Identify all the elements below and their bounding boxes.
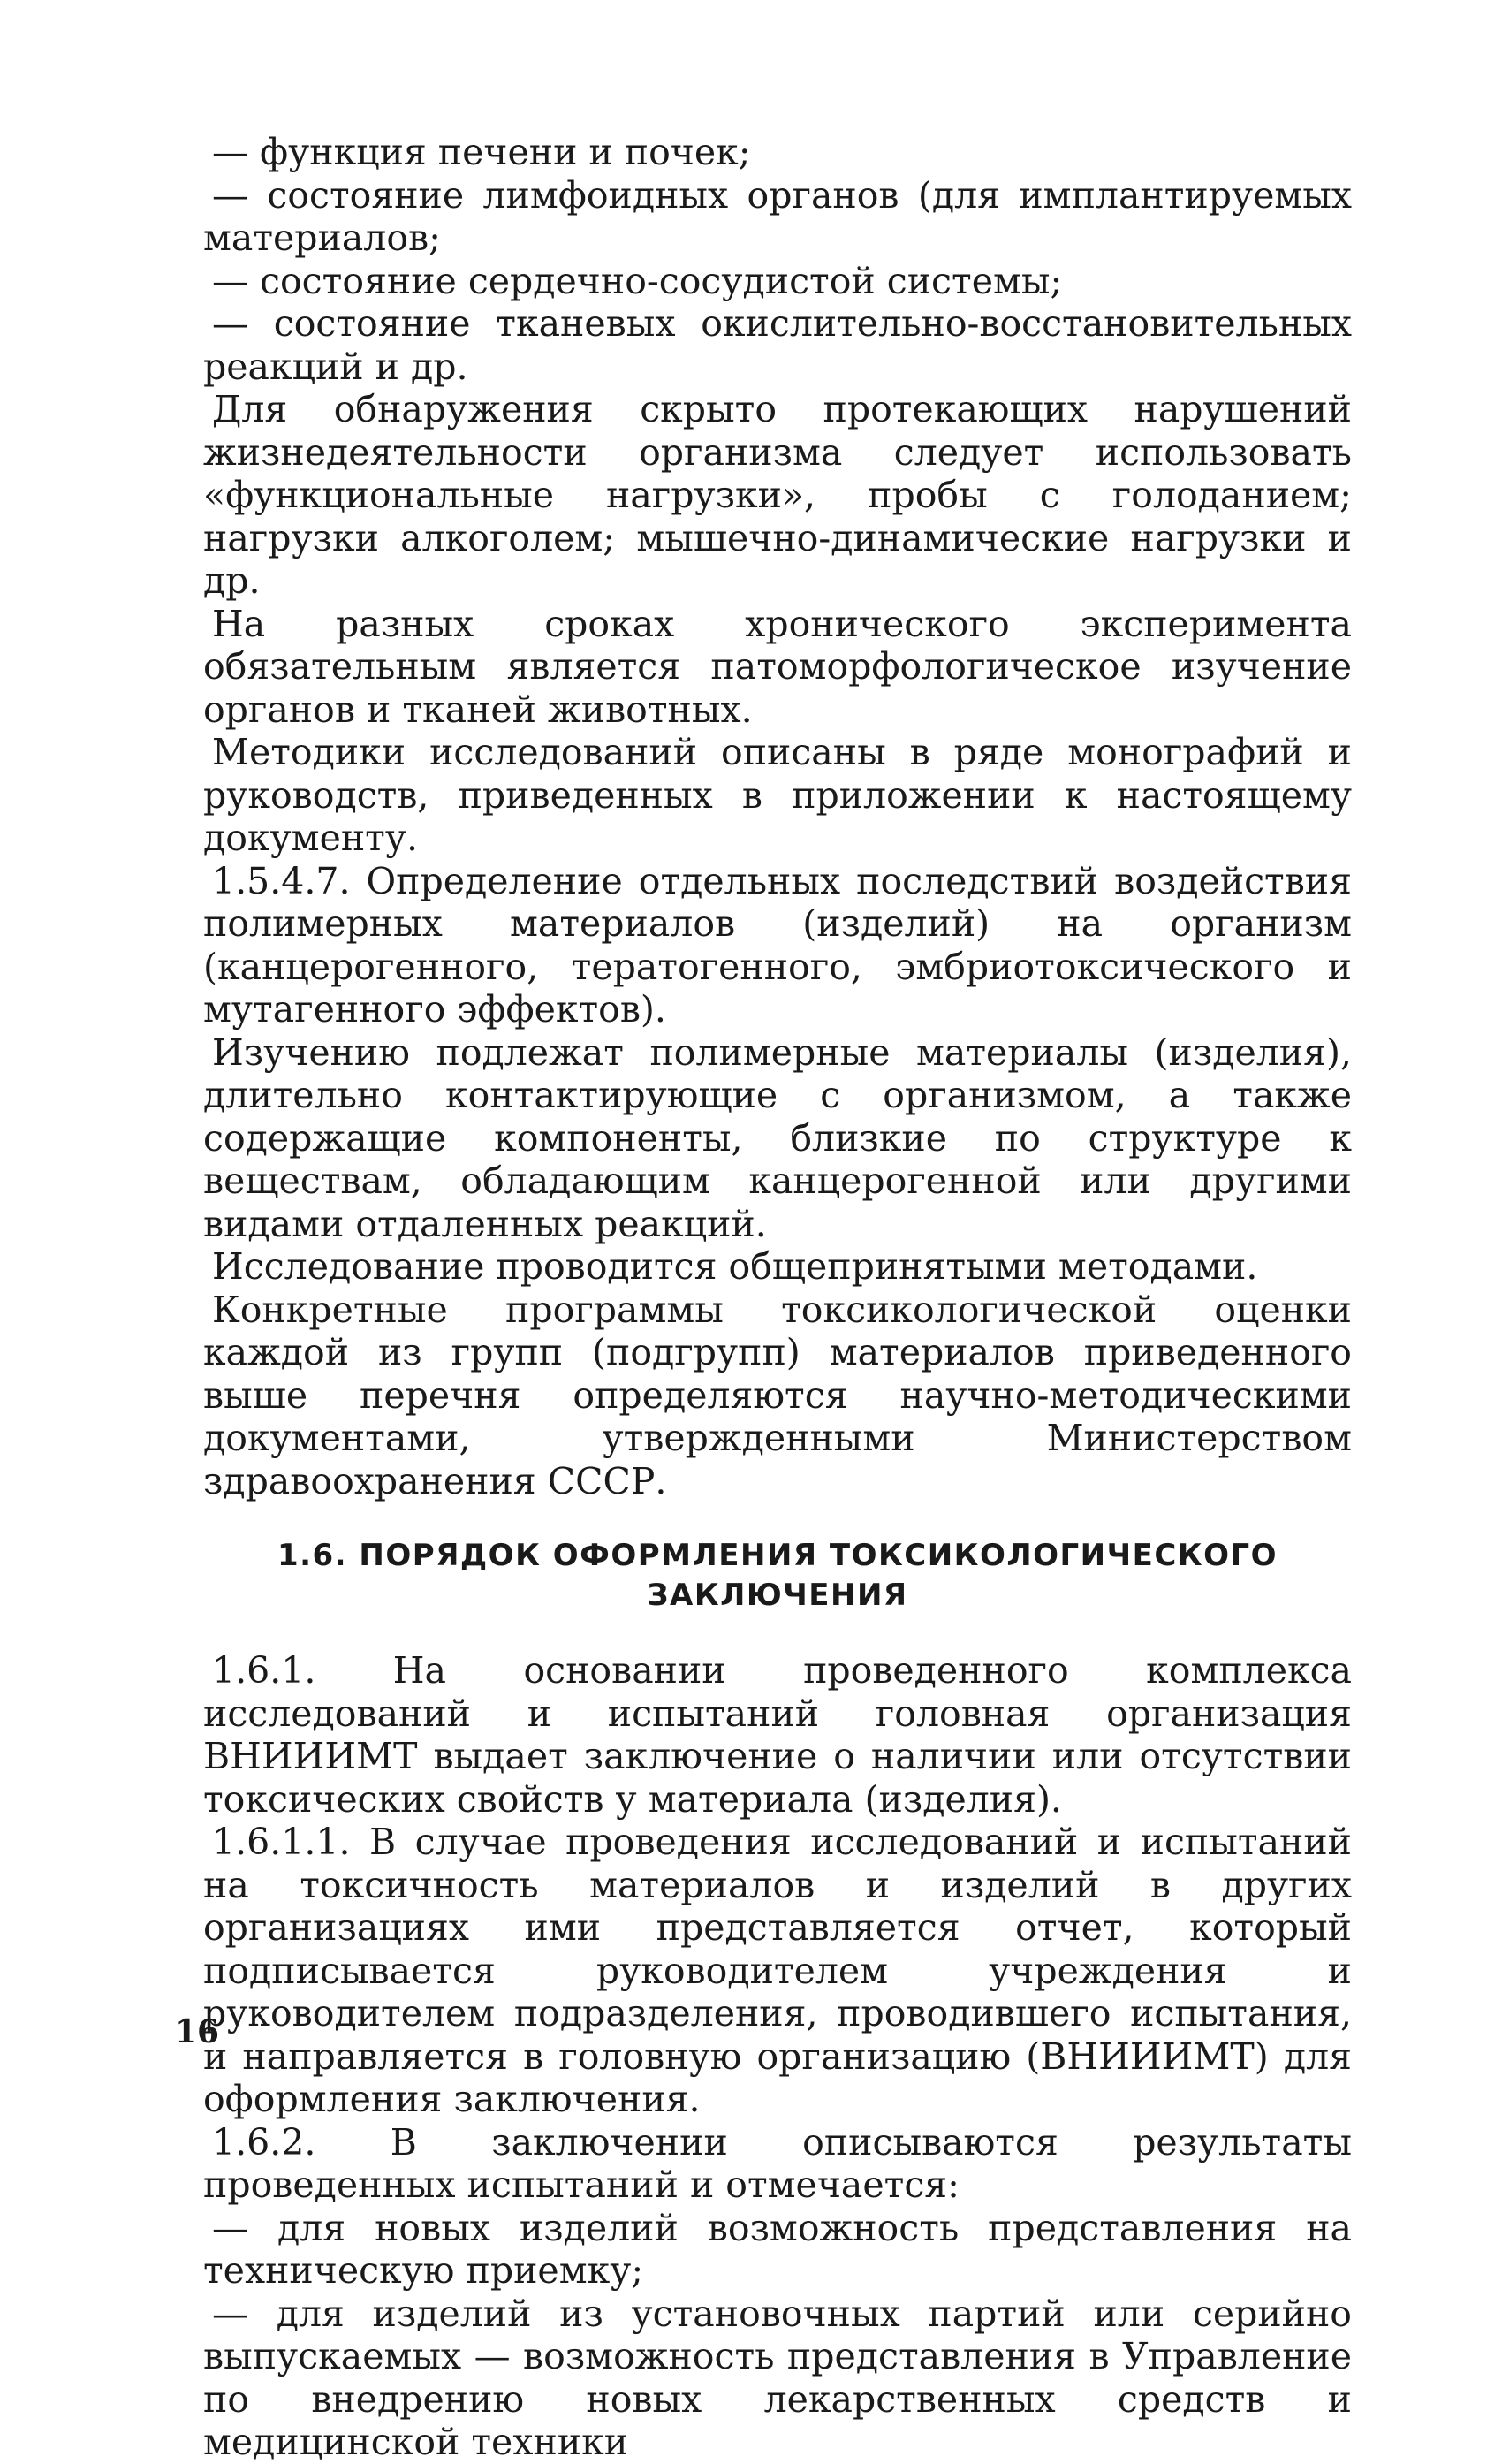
list-item-lymphoid: — состояние лимфоидных органов (для имплантируемых материалов; bbox=[203, 173, 1352, 259]
paragraph-1-5-4-7: 1.5.4.7. Определение отдельных последствий воздействия полимерных материалов (изделий) на организм (канцерогенного, тератогенного, эмбриотоксического и мутагенного эффектов). bbox=[203, 859, 1352, 1030]
list-item-new-products: — для новых изделий возможность представления на техническую приемку; bbox=[203, 2206, 1352, 2292]
paragraph-study-subject: Изучению подлежат полимерные материалы (изделия), длительно контактирующие с организмом, а также содержащие компоненты, близкие по структуре к веществам, обладающим канцерогенной или другими видами отдаленных реакций. bbox=[203, 1030, 1352, 1245]
paragraph-methods: Методики исследований описаны в ряде монографий и руководств, приведенных в приложении к настоящему документу. bbox=[203, 731, 1352, 859]
paragraph-common-methods: Исследование проводится общепринятыми методами. bbox=[212, 1245, 1258, 1288]
list-item-liver-kidney: — функция печени и почек; bbox=[212, 131, 751, 173]
paragraph-1-6-1-1: 1.6.1.1. В случае проведения исследований и испытаний на токсичность материалов и изделий в других организациях ими представляется отчет, который подписывается руководителем учреждения и руководителем подразделения, проводившего испытания, и направляется в головную организацию (ВНИИИМТ) для оформления заключения. bbox=[203, 1821, 1352, 2120]
list-item-cardiovascular: — состояние сердечно-сосудистой системы; bbox=[212, 259, 1063, 302]
page-number: 16 bbox=[175, 2013, 220, 2050]
paragraph-1-6-2: 1.6.2. В заключении описываются результаты проведенных испытаний и отмечается: bbox=[203, 2120, 1352, 2206]
paragraph-pathomorphology: На разных сроках хронического эксперимента обязательным является патоморфологическое изучение органов и тканей животных. bbox=[203, 602, 1352, 731]
paragraph-programs: Конкретные программы токсикологической оценки каждой из групп (подгрупп) материалов приведенного выше перечня определяются научно-методическими документами, утвержденными Министерством здравоохранения СССР. bbox=[203, 1288, 1352, 1502]
section-heading: 1.6. ПОРЯДОК ОФОРМЛЕНИЯ ТОКСИКОЛОГИЧЕСКОГО ЗАКЛЮЧЕНИЯ bbox=[277, 1538, 1278, 1613]
paragraph-1-6-1: 1.6.1. На основании проведенного комплекса исследований и испытаний головная организация ВНИИИМТ выдает заключение о наличии или отсутствии токсических свойств у материала (изделия). bbox=[203, 1649, 1352, 1821]
list-item-serial-products: — для изделий из установочных партий или серийно выпускаемых — возможность представления в Управление по внедрению новых лекарственных средств и медицинской техники bbox=[203, 2292, 1352, 2463]
paragraph-functional-loads: Для обнаружения скрыто протекающих нарушений жизнедеятельности организма следует использовать «функциональные нагрузки», пробы с голоданием; нагрузки алкоголем; мышечно-динамические нагрузки и др. bbox=[203, 388, 1352, 602]
list-item-redox: — состояние тканевых окислительно-восстановительных реакций и др. bbox=[203, 302, 1352, 388]
body-text bbox=[203, 131, 1352, 2464]
